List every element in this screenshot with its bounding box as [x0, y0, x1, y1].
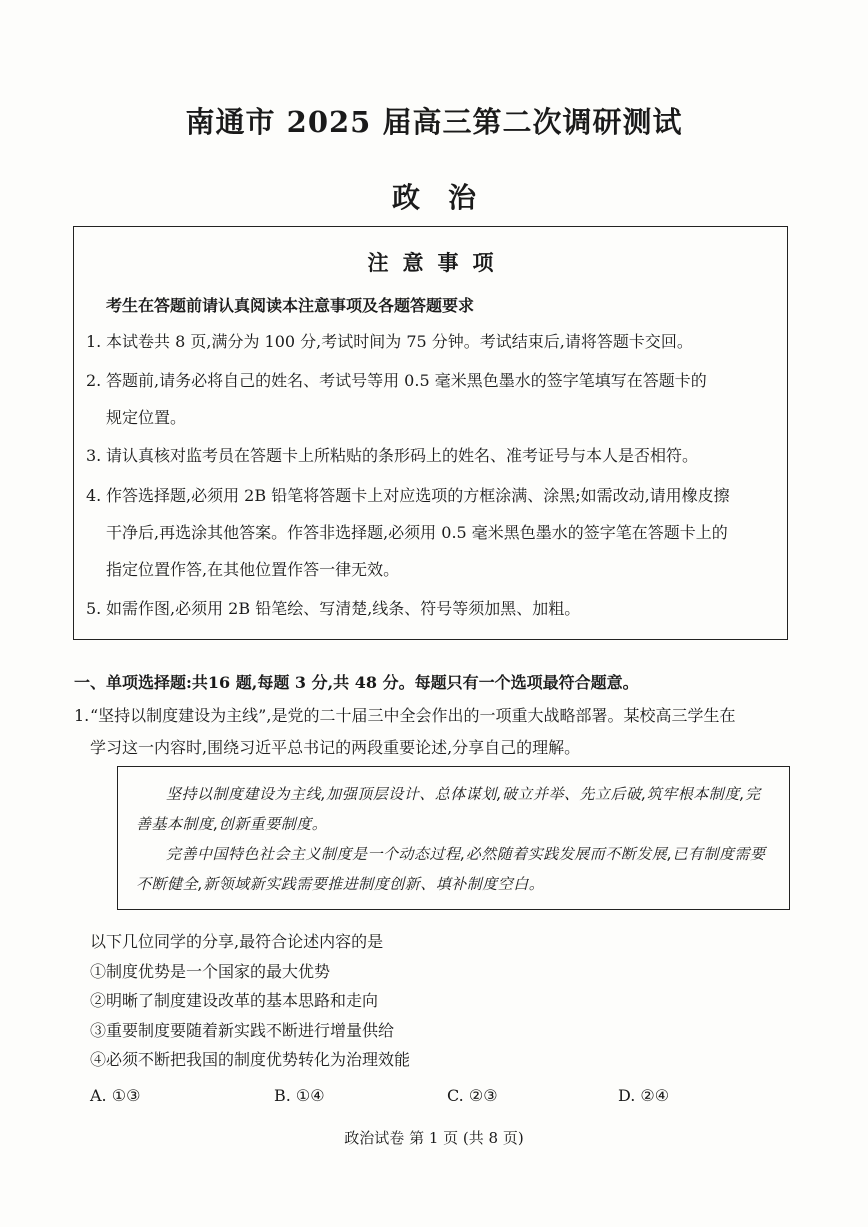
quote-paragraph: 坚持以制度建设为主线,加强顶层设计、总体谋划,破立并举、先立后破,筑牢根本制度,完善基本制度,创新重要制度。 — [136, 785, 761, 833]
notice-item-4 — [86, 477, 781, 588]
choice-a: A. ①③ — [90, 1086, 141, 1105]
notice-title: 注意事项 — [367, 250, 508, 275]
question-stem-block — [90, 927, 410, 1075]
option-4: ④必须不断把我国的制度优势转化为治理效能 — [90, 1050, 411, 1069]
question-1-text — [74, 700, 794, 764]
subject-title: 政治 — [391, 181, 504, 214]
notice-item-text: 如需作图,必须用 2B 铅笔绘、写清楚,线条、符号等须加黑、加粗。 — [106, 599, 581, 618]
quote-box — [117, 766, 790, 910]
exam-title: 南通市 2025 届高三第二次调研测试 — [185, 105, 683, 139]
notice-item-text-cont: 干净后,再选涂其他答案。作答非选择题,必须用 0.5 毫米黑色墨水的签字笔在答题卡上的 — [106, 523, 728, 542]
notice-item-number: 5. — [86, 599, 102, 618]
notice-item-text: 答题前,请务必将自己的姓名、考试号等用 0.5 毫米黑色墨水的签字笔填写在答题卡的 — [106, 371, 707, 390]
notice-item-number: 2. — [86, 371, 102, 390]
question-line: 学习这一内容时,围绕习近平总书记的两段重要论述,分享自己的理解。 — [90, 738, 581, 757]
choice-d: D. ②④ — [618, 1086, 670, 1105]
answer-choices — [90, 1086, 730, 1110]
notice-item-3 — [86, 437, 781, 474]
option-1: ①制度优势是一个国家的最大优势 — [90, 961, 331, 981]
notice-item-text-cont: 指定位置作答,在其他位置作答一律无效。 — [106, 560, 400, 579]
choice-b: B. ①④ — [274, 1086, 325, 1105]
notice-item-text: 请认真核对监考员在答题卡上所粘贴的条形码上的姓名、准考证号与本人是否相符。 — [106, 446, 699, 465]
quote-paragraph: 完善中国特色社会主义制度是一个动态过程,必然随着实践发展而不断发展,已有制度需要不断健全,新领域新实践需要推进制度创新、填补制度空白。 — [136, 845, 766, 893]
notice-box — [73, 226, 788, 640]
notice-item-number: 1. — [86, 332, 102, 351]
page-footer: 政治试卷 第 1 页 (共 8 页) — [344, 1129, 524, 1147]
question-line: “坚持以制度建设为主线”,是党的二十届三中全会作出的一项重大战略部署。某校高三学生在 — [90, 706, 736, 725]
section-heading: 一、单项选择题:共16 题,每题 3 分,共 48 分。每题只有一个选项最符合题意。 — [74, 673, 639, 692]
notice-item-number: 3. — [86, 446, 102, 465]
notice-subtitle: 考生在答题前请认真阅读本注意事项及各题答题要求 — [106, 296, 475, 315]
notice-item-text-cont: 规定位置。 — [106, 408, 187, 427]
question-number: 1. — [74, 706, 90, 725]
notice-item-1 — [86, 323, 781, 360]
question-stem: 以下几位同学的分享,最符合论述内容的是 — [90, 932, 384, 951]
notice-item-text: 本试卷共 8 页,满分为 100 分,考试时间为 75 分钟。考试结束后,请将答题卡交回。 — [106, 332, 693, 351]
notice-item-text: 作答选择题,必须用 2B 铅笔将答题卡上对应选项的方框涂满、涂黑;如需改动,请用橡皮擦 — [106, 486, 730, 505]
notice-item-5 — [86, 590, 781, 627]
notice-item-number: 4. — [86, 486, 102, 505]
choice-c: C. ②③ — [447, 1086, 498, 1105]
notice-item-2 — [86, 362, 781, 436]
option-2: ②明晰了制度建设改革的基本思路和走向 — [90, 991, 379, 1010]
option-3: ③重要制度要随着新实践不断进行增量供给 — [90, 1020, 395, 1040]
